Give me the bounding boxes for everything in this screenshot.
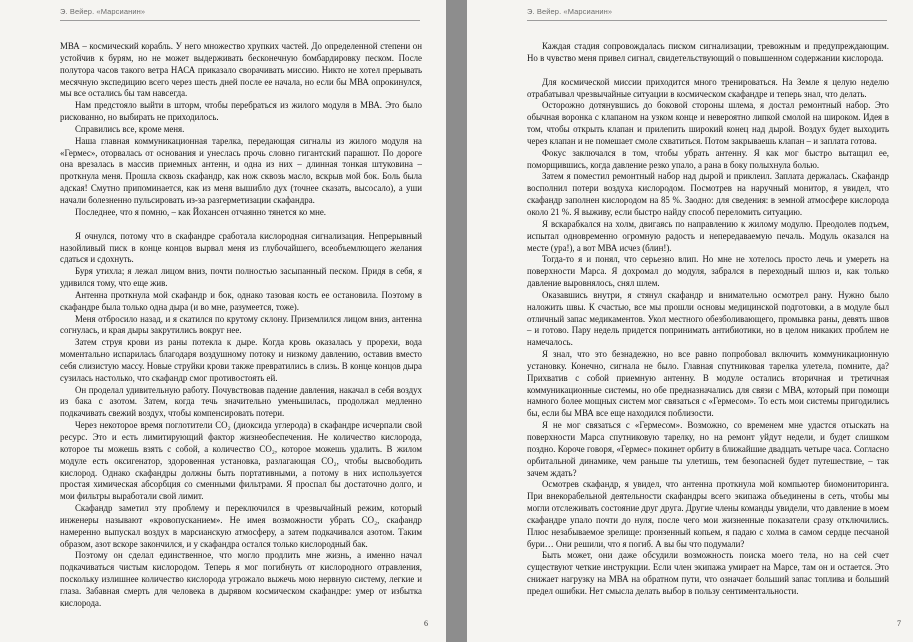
paragraph: Антенна проткнула мой скафандр и бок, однако тазовая кость ее остановила. Поэтому в скафандре была только одна дыра (и во мне, разумеется, тоже). <box>60 289 422 312</box>
body-text <box>527 41 889 598</box>
paragraph: Осмотрев скафандр, я увидел, что антенна проткнула мой компьютер биомониторинга. При внекорабельной деятельности скафандры всего экипажа объединены в сеть, чтобы мы могли отслеживать состояние друг друга. Другие члены команды увидели, что давление в моем скафандре упало почти до нуля, после чего мои жизненные показатели сразу отключились. Плюс незабываемое зрелище: пронзенный копьем, я падаю с холма в самом сердце песчаной бури… Они решили, что я погиб. А вы бы что подумали? <box>527 479 889 549</box>
paragraph: Наша главная коммуникационная тарелка, передающая сигналы из жилого модуля на «Гермес», оторвалась от основания и унеслась прочь словно гигантский парашют. По дороге она врезалась в массив приемных антенн, и одна из них – длинная тонкая штуковина – проткнула меня. Прошла сквозь скафандр, как нож сквозь масло, вскрыв мой бок. Боль была адская! Смутно припоминается, как из меня вышибло дух (точнее сказать, высосало), а уши начали болезненно пульсировать из-за разгерметизации скафандра. <box>60 135 422 205</box>
page-number: 6 <box>424 619 428 628</box>
paragraph: Каждая стадия сопровождалась писком сигнализации, тревожным и предупреждающим. Но в чувство меня привел сигнал, свидетельствующий о повышенном содержании кислорода. <box>527 41 889 63</box>
paragraph: Последнее, что я помню, – как Йохансен отчаянно тянется ко мне. <box>75 206 327 217</box>
paragraph: Справились все, кроме меня. <box>75 123 185 134</box>
paragraph: Я очнулся, потому что в скафандре сработала кислородная сигнализация. Непрерывный назойливый писк в конце концов вырвал меня из глубочайшего, всеобъемлющего желания сдаться и сдохнуть. <box>60 230 422 265</box>
paragraph: Буря утихла; я лежал лицом вниз, почти полностью засыпанный песком. Придя в себя, я удивился тому, что еще жив. <box>60 266 422 289</box>
paragraph: Для космической миссии приходится много тренироваться. На Земле я целую неделю отрабатывал чрезвычайные ситуации в космическом скафандре и теперь знал, что делать. <box>527 76 889 99</box>
paragraph: Нам предстояло выйти в шторм, чтобы перебраться из жилого модуля в МВА. Это было рискованно, но выбирать не приходилось. <box>60 100 422 123</box>
paragraph: Фокус заключался в том, чтобы убрать антенну. Я как мог быстро вытащил ее, поморщившись, когда давление резко упало, а рана в боку полыхнула болью. <box>527 147 889 170</box>
paragraph: Меня отбросило назад, и я скатился по крутому склону. Приземлился лицом вниз, антенна согнулась, и края дыры закрутились вокруг нее. <box>60 313 422 336</box>
paragraph: Оказавшись внутри, я стянул скафандр и внимательно осмотрел рану. Нужно было наложить швы. К счастью, все мы прошли основы медицинской подготовки, а в модуле был отличный запас медикаментов. Укол местного обезболивающего, промывка раны, девять швов – и готово. Пару недель придется попринимать антибиотики, но в целом никаких проблем не намечалось. <box>527 289 889 348</box>
paragraph: Я знал, что это безнадежно, но все равно попробовал включить коммуникационную установку. Конечно, сигнала не было. Главная спутниковая тарелка улетела, помните, да? Прихватив с собой приемную антенну. В модуле остались вторичная и третичная коммуникационные системы, но обе предназначались для связи с МВА, который при помощи намного более мощных систем мог связаться с «Гермесом». То есть мои системы пригодились бы, если бы МВА все еще находился поблизости. <box>527 349 889 419</box>
body-text <box>60 41 422 610</box>
paragraph: Затем струя крови из раны потекла к дыре. Когда кровь оказалась у прорехи, вода моментально испарилась благодаря воздушному потоку и низкому давлению, оставив вместо себя слизистую массу. Новые струйки крови также превратились в слизь. В конце концов дыра сузилась настолько, что скафандр смог противостоять ей. <box>60 337 422 383</box>
running-head: Э. Вейер. «Марсианин» <box>60 7 146 16</box>
paragraph: Тогда-то я и понял, что серьезно влип. Но мне не хотелось просто лечь и умереть на поверхности Марса. Я дохромал до модуля, забрался в переходный шлюз и, как только давление выровнялось, снял шлем. <box>527 254 889 289</box>
paragraph: Осторожно дотянувшись до боковой стороны шлема, я достал ремонтный набор. Это обычная воронка с клапаном на узком конце и невероятно липкой смолой на широком. Идея в том, чтобы открыть клапан и прилепить широкий конец над дырой. Воздух будет выходить через клапан и не помешает смоле схватиться. Потом закрываешь клапан – и заплата готова. <box>527 100 889 146</box>
paragraph: Я не мог связаться с «Гермесом». Возможно, со временем мне удастся отыскать на поверхности Марса спутниковую тарелку, но на ремонт уйдут недели, и будет слишком поздно. Короче говоря, «Гермес» покинет орбиту в ближайшие двадцать четыре часа. Согласно орбитальной динамике, чем раньше ты улетишь, тем безопасней будет путешествие, – так зачем ждать? <box>527 420 889 478</box>
page-number: 7 <box>897 619 901 628</box>
running-head: Э. Вейер. «Марсианин» <box>527 7 613 16</box>
paragraph: Затем я поместил ремонтный набор над дырой и приклеил. Заплата держалась. Скафандр восполнил потери воздуха кислородом. Посмотрев на наручный монитор, я увидел, что скафандр заполнен кислородом на 85 %. Заодно: для сведения: в земной атмосфере кислорода около 21 %. Я выживу, если быстро найду способ переломить ситуацию. <box>527 171 889 217</box>
right-page <box>467 0 913 642</box>
left-page <box>0 0 446 642</box>
paragraph: Через некоторое время поглотители CO₂ (диоксида углерода) в скафандре исчерпали свой ресурс. Это и есть лимитирующий фактор жизнеобеспечения. Не количество кислорода, которое ты можешь взять с собой, а количество CO₂, которое можешь удалить. В жилом модуле есть оксигенатор, здоровенная установка, разлагающая CO₂, чтобы высвободить кислород. Однако скафандры должны быть портативными, а потому в них используется простая химическая абсорбция со сменными фильтрами. Я проспал бы достаточно долго, и мои фильтры выработали свой лимит. <box>60 420 422 502</box>
paragraph: Он проделал удивительную работу. Почувствовав падение давления, накачал в себя воздух из бака с азотом. Затем, когда течь значительно уменьшилась, продолжал медленно подкачивать свежий воздух, чтобы компенсировать потери. <box>60 384 422 419</box>
header-rule <box>527 20 887 21</box>
header-rule <box>60 20 420 21</box>
paragraph: Я вскарабкался на холм, двигаясь по направлению к жилому модулю. Преодолев подъем, испытал одновременно огромную радость и непередаваемую печаль. Модуль оказался на месте (ура!), а вот МВА исчез (блин!). <box>527 218 889 253</box>
paragraph: Поэтому он сделал единственное, что могло продлить мне жизнь, а именно начал подкачиваться чистым кислородом. Теперь я мог погибнуть от кислородного отравления, поскольку излишнее количество кислорода угрожало выжечь мою нервную систему, легкие и глаза. Забавная смерть для человека в дырявом космическом скафандре: умер от избытка кислорода. <box>60 550 422 608</box>
paragraph: МВА – космический корабль. У него множество хрупких частей. До определенной степени он устойчив к бурям, но не может выдерживать бесконечную бомбардировку песком. После полутора часов такого ветра НАСА приказало сворачивать миссию. Никто не хотел прерывать месячную экспедицию всего через шесть дней после ее начала, но если бы МВА опрокинулся, мы все остались бы там навсегда. <box>60 41 422 99</box>
paragraph: Быть может, они даже обсудили возможность поиска моего тела, но на сей счет существуют четкие инструкции. Если член экипажа умирает на Марсе, там он и остается. Это снижает нагрузку на МВА на обратном пути, что означает больший запас топлива и больший предел ошибки. Нет смысла делать выбор в пользу сентиментальности. <box>527 550 889 596</box>
paragraph: Скафандр заметил эту проблему и переключился в чрезвычайный режим, который инженеры называют «кровопусканием». Не имея возможности убрать CO₂, скафандр намеренно выпускал воздух в марсианскую атмосферу, а затем подкачивался азотом. Таким образом, азот вскоре закончился, и у скафандра остался только кислородный бак. <box>60 503 422 549</box>
